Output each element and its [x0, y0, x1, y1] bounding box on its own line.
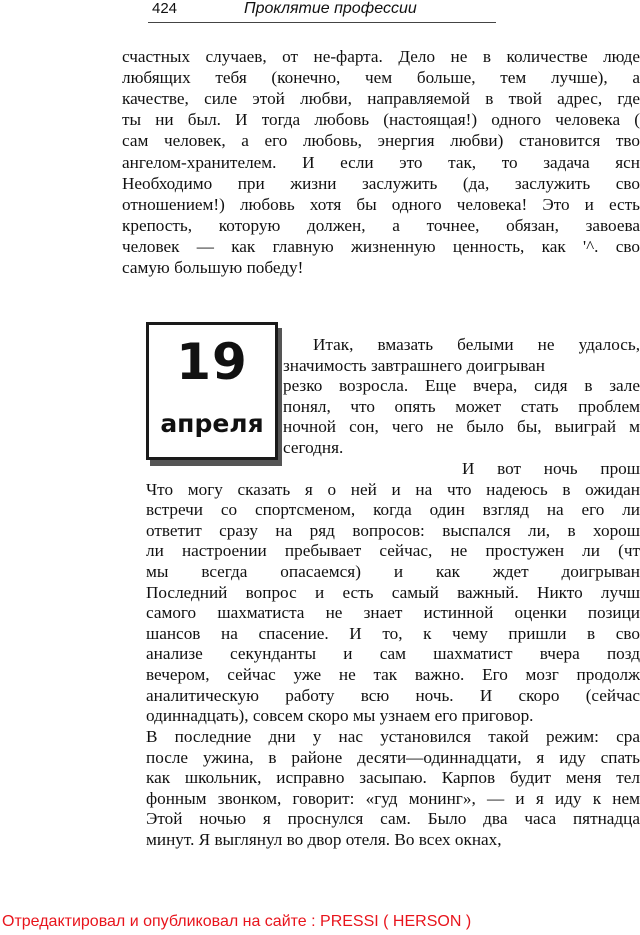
page-header	[148, 0, 496, 23]
paragraph-night-line: одиннадцать), совсем скоро мы узнаем его приговор.	[146, 706, 534, 726]
paragraph-beside-line: сегодня.	[283, 438, 344, 457]
paragraph-night-line: встречи со спортсменом, когда один взгляд на его ли	[146, 500, 640, 520]
paragraph-regime-line: как школьник, исправно засыпаю. Карпов будит меня тел	[146, 768, 640, 788]
paragraph-night-line: самого шахматиста не знает истинной оценки позици	[146, 603, 640, 623]
paragraph-top-line: Необходимо при жизни заслужить (да, заслужить сво	[122, 173, 640, 193]
paragraph-night-line: Последний вопрос и есть самый важный. Никто лучш	[146, 582, 640, 602]
paragraph-regime-line: минут. Я выглянул во двор отеля. Во всех окнах,	[146, 830, 502, 849]
paragraph-top-line: человек — как главную жизненную ценность, как '^. сво	[122, 236, 640, 256]
paragraph-top-line: ангелом-хранителем. И если это так, то задача ясн	[122, 152, 640, 172]
paragraph-night-line: Что могу сказать я о ней и на что надеюсь в ожидан	[146, 479, 640, 499]
paragraph-beside-line: Итак, вмазать белыми не удалось,	[313, 335, 640, 354]
paragraph-night-line: шансов на спасение. И то, к чему пришли в сво	[146, 623, 640, 643]
paragraph-beside-line: понял, что опять может стать проблем	[283, 396, 640, 416]
paragraph-top-line: самую большую победу!	[122, 258, 304, 277]
calendar-day: 19	[176, 333, 248, 391]
paragraph-night-line: вечером, сейчас уже не так важно. Его мозг продолж	[146, 665, 640, 684]
calendar-page-image	[146, 322, 278, 460]
paragraph-night-line: аналитическую работу всю ночь. И скоро (сейчас	[146, 685, 640, 705]
paragraph-night-line: ли настроении пребывает сейчас, не простужен ли (чт	[146, 541, 640, 561]
paragraph-beside-line: ночной сон, чего не было бы, выиграй м	[283, 417, 640, 437]
paragraph-beside-line: резко возросла. Еще вчера, сидя в зале	[283, 376, 640, 396]
paragraph-top-line: счастных случаев, от не-фарта. Дело не в количестве люде	[122, 47, 640, 66]
paragraph-regime-line: после ужина, в районе десяти—одиннадцати, я иду спать	[146, 747, 640, 767]
paragraph-regime-line: В последние дни у нас установился такой режим: сра	[146, 727, 640, 746]
paragraph-night-line: анализе секунданты и сам шахматист вчера позд	[146, 644, 640, 664]
paragraph-regime-line: фонным звонком, говорит: «гуд монинг», — и я иду к нем	[146, 788, 640, 808]
paragraph-top-line: качестве, силе этой любви, направляемой в твой адрес, где	[122, 89, 640, 109]
paragraph-beside-line: значимость завтрашнего доигрыван	[283, 355, 546, 375]
paragraph-top-line: отношением!) любовь хотя бы одного человека! Это и есть	[122, 194, 640, 214]
paragraph-night-line: И вот ночь прош	[462, 459, 640, 478]
paragraph-top-line: сам человек, а его любовь, энергия любви) становится тво	[122, 131, 640, 151]
footer-watermark: Отредактировал и опубликовал на сайте : PRESSI ( HERSON )	[2, 913, 472, 930]
page-number: 424	[152, 0, 178, 17]
paragraph-top-line: любящих тебя (конечно, чем больше, тем лучше), а	[122, 68, 640, 88]
running-title: Проклятие профессии	[244, 0, 417, 17]
paragraph-regime-line: Этой ночью я проснулся сам. Было два часа пятнадца	[146, 809, 640, 829]
paragraph-night-line: мы всегда опасаемся) и как ждет доигрыван	[146, 562, 640, 581]
paragraph-night-line: ответит сразу на ряд вопросов: выспался ли, в хорош	[146, 520, 640, 540]
paragraph-top-line: ты ни был. И тогда любовь (настоящая!) одного человека (	[122, 110, 640, 130]
paragraph-top-line: крепость, которую должен, а точнее, обязан, завоева	[122, 215, 640, 235]
calendar-month: апреля	[160, 409, 264, 438]
